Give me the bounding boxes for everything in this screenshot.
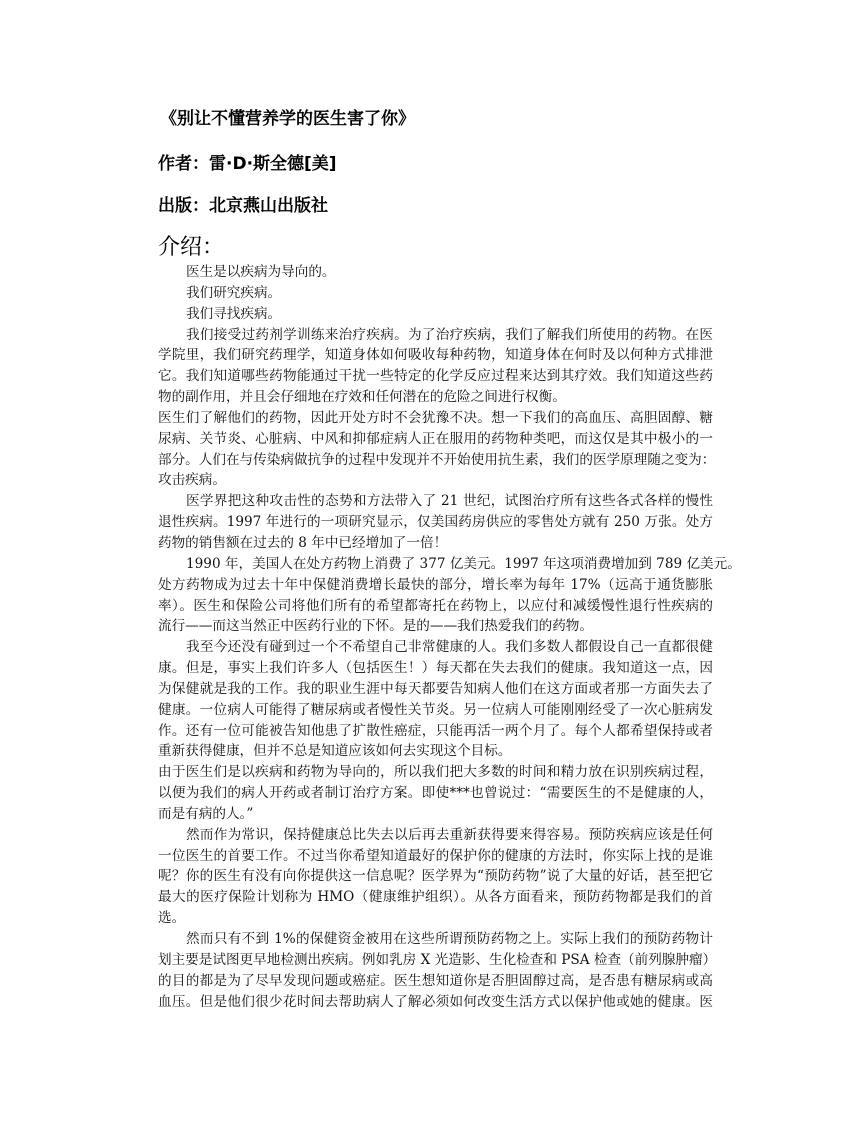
text-line: 为保健就是我的工作。我的职业生涯中每天都要告知病人他们在这方面或者那一方面失去了: [158, 680, 713, 697]
text-line: 攻击疾病。: [158, 472, 226, 489]
text-line: 它。我们知道哪些药物能通过干扰一些特定的化学反应过程来达到其疗效。我们知道这些药: [158, 368, 713, 385]
text-line: 选。: [158, 910, 186, 927]
text-line: 1990 年，美国人在处方药物上消费了 377 亿美元。1997 年这项消费增加到 789 亿美元。: [186, 555, 741, 572]
text-line: 然而只有不到 1%的保健资金被用在这些所谓预防药物之上。实际上我们的预防药物计: [186, 931, 713, 947]
author-line: 作者：雷·D·斯全德[美]: [158, 154, 337, 174]
text-line: 划主要是试图更早地检测出疾病。例如乳房 X 光造影、生化检查和 PSA 检查（前列腺肿瘤）: [158, 951, 717, 968]
text-line: 血压。但是他们很少花时间去帮助病人了解必须如何改变生活方式以保护他或她的健康。医: [158, 993, 713, 1010]
text-line: 的目的都是为了尽早发现问题或癌症。医生想知道你是否胆固醇过高，是否患有糖尿病或高: [158, 972, 713, 989]
text-line: 流行——而这当然正中医药行业的下怀。是的——我们热爱我们的药物。: [158, 618, 593, 635]
text-line: 部分。人们在与传染病做抗争的过程中发现并不开始使用抗生素，我们的医学原理随之变为：: [158, 451, 716, 468]
text-line: 我们寻找疾病。: [186, 305, 282, 322]
text-line: 作。还有一位可能被告知他患了扩散性癌症，只能再活一两个月了。每个人都希望保持或者: [158, 722, 713, 739]
text-line: 药物的销售额在过去的 8 年中已经增加了一倍！: [158, 534, 448, 551]
text-line: 我至今还没有碰到过一个不希望自己非常健康的人。我们多数人都假设自己一直都很健: [186, 639, 713, 656]
intro-body: [158, 262, 741, 1012]
text-line: 健康。一位病人可能得了糖尿病或者慢性关节炎。另一位病人可能刚刚经受了一次心脏病发: [158, 701, 713, 718]
text-line: 物的副作用，并且会仔细地在疗效和任何潜在的危险之间进行权衡。: [158, 389, 566, 406]
text-line: 尿病、关节炎、心脏病、中风和抑郁症病人正在服用的药物种类吧，而这仅是其中极小的一: [158, 430, 713, 447]
text-line: 退性疾病。1997 年进行的一项研究显示，仅美国药房供应的零售处方就有 250 万张。处方: [158, 514, 713, 531]
text-line: 学院里，我们研究药理学，知道身体如何吸收每种药物，知道身体在何时及以何种方式排泄: [158, 347, 713, 364]
text-line: 医生们了解他们的药物，因此开处方时不会犹豫不决。想一下我们的高血压、高胆固醇、糖: [158, 409, 713, 426]
text-line: 由于医生们是以疾病和药物为导向的，所以我们把大多数的时间和精力放在识别疾病过程，: [158, 764, 713, 781]
text-line: 我们接受过药剂学训练来治疗疾病。为了治疗疾病，我们了解我们所使用的药物。在医: [186, 326, 713, 343]
text-line: 康。但是，事实上我们许多人（包括医生！）每天都在失去我们的健康。我知道这一点，因: [158, 660, 713, 677]
intro-heading: 介绍：: [158, 235, 225, 260]
text-line: 重新获得健康，但并不总是知道应该如何去实现这个目标。: [158, 743, 512, 760]
text-line: 以便为我们的病人开药或者制订治疗方案。即使***也曾说过：“需要医生的不是健康的人，: [158, 785, 713, 802]
book-title: 《别让不懂营养学的医生害了你》: [160, 109, 415, 129]
text-line: 医学界把这种攻击性的态势和方法带入了 21 世纪，试图治疗所有这些各式各样的慢性: [186, 493, 713, 510]
text-line: 然而作为常识，保持健康总比失去以后再去重新获得要来得容易。预防疾病应该是任何: [186, 826, 713, 843]
text-line: 一位医生的首要工作。不过当你希望知道最好的保护你的健康的方法时，你实际上找的是谁: [158, 847, 713, 864]
text-line: 最大的医疗保险计划称为 HMO（健康维护组织）。从各方面看来，预防药物都是我们的首: [158, 889, 713, 906]
text-line: 医生是以疾病为导向的。: [186, 264, 336, 280]
text-line: 而是有病的人。”: [158, 805, 254, 822]
text-line: 率）。医生和保险公司将他们所有的希望都寄托在药物上，以应付和减缓慢性退行性疾病的: [158, 597, 713, 614]
text-line: 呢？你的医生有没有向你提供这一信息呢？医学界为“预防药物”说了大量的好话，甚至把它: [158, 868, 713, 885]
text-line: 我们研究疾病。: [186, 284, 282, 301]
publisher-line: 出版：北京燕山出版社: [158, 196, 328, 216]
text-line: 处方药物成为过去十年中保健消费增长最快的部分，增长率为每年 17%（远高于通货膨胀: [158, 576, 713, 593]
